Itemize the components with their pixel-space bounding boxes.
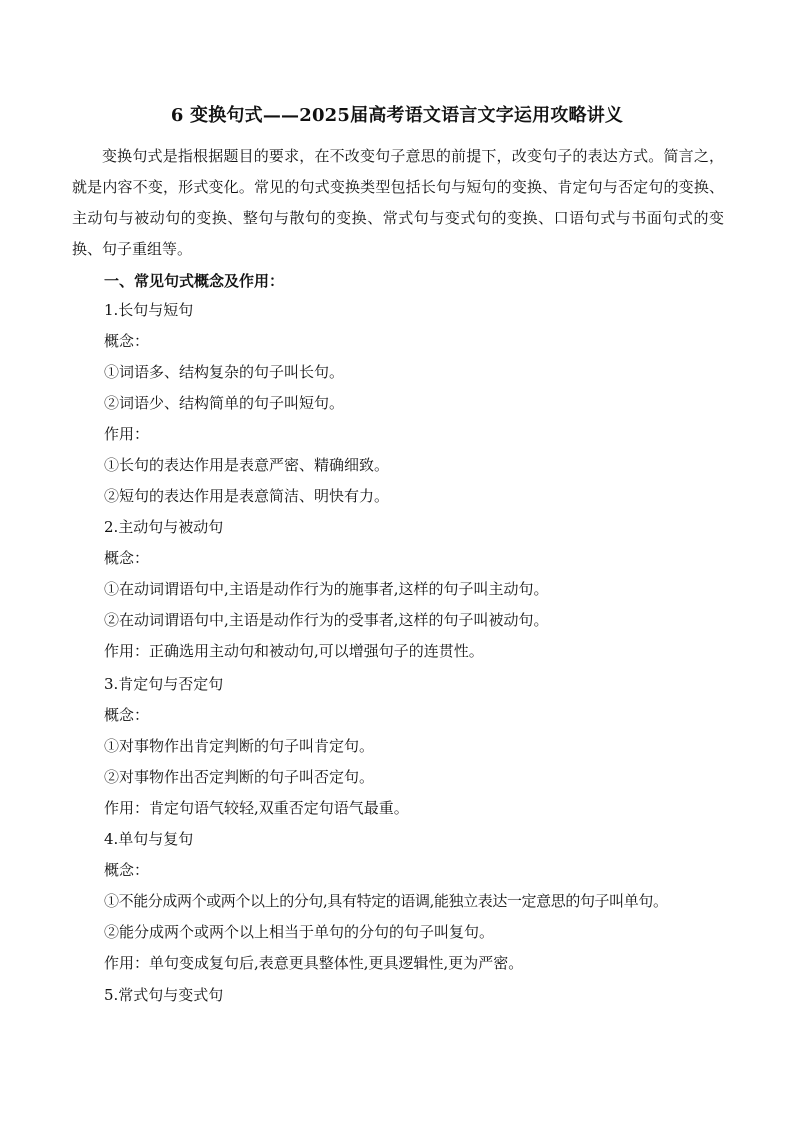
subsection-heading-3: 3.肯定句与否定句	[104, 675, 224, 693]
text-line: ①长句的表达作用是表意严密、精确细致。	[104, 456, 390, 474]
text-line: ②短句的表达作用是表意简洁、明快有力。	[104, 487, 390, 505]
text-line: ①词语多、结构复杂的句子叫长句。	[104, 363, 345, 381]
subsection-heading-5: 5.常式句与变式句	[104, 986, 224, 1004]
text-line: 概念：	[104, 332, 150, 350]
text-line: ②词语少、结构简单的句子叫短句。	[104, 394, 345, 412]
text-line: ②能分成两个或两个以上相当于单句的分句的句子叫复句。	[104, 923, 495, 941]
text-line: ①在动词谓语句中,主语是动作行为的施事者,这样的句子叫主动句。	[104, 580, 549, 598]
text-line: ②在动词谓语句中,主语是动作行为的受事者,这样的句子叫被动句。	[104, 611, 549, 629]
page-title: 6 变换句式——2025届高考语文语言文字运用攻略讲义	[170, 105, 624, 126]
text-line: 概念：	[104, 549, 150, 567]
subsection-heading-2: 2.主动句与被动句	[104, 518, 224, 536]
intro-paragraph: 变换句式是指根据题目的要求，在不改变句子意思的前提下，改变句子的表达方式。简言之，就是内容不变，形式变化。常见的句式变换类型包括长句与短句的变换、肯定句与否定句的变换、主动句与被动句的变换、整句与散句的变换、常式句与变式句的变换、口语句式与书面句式的变换、句子重组等。	[72, 147, 724, 258]
text-line: 作用：	[104, 425, 150, 443]
subsection-heading-4: 4.单句与复句	[104, 830, 194, 848]
text-line: 作用：正确选用主动句和被动句,可以增强句子的连贯性。	[104, 642, 484, 660]
text-line: ①对事物作出肯定判断的句子叫肯定句。	[104, 737, 375, 755]
text-line: 概念：	[104, 706, 150, 724]
subsection-heading-1: 1.长句与短句	[104, 301, 194, 319]
text-line: 作用：单句变成复句后,表意更具整体性,更具逻辑性,更为严密。	[104, 954, 524, 972]
section-heading: 一、常见句式概念及作用：	[104, 272, 285, 290]
text-line: 作用：肯定句语气较轻,双重否定句语气最重。	[104, 799, 409, 817]
text-line: ②对事物作出否定判断的句子叫否定句。	[104, 768, 375, 786]
text-line: ①不能分成两个或两个以上的分句,具有特定的语调,能独立表达一定意思的句子叫单句。	[104, 892, 668, 910]
text-line: 概念：	[104, 861, 150, 879]
